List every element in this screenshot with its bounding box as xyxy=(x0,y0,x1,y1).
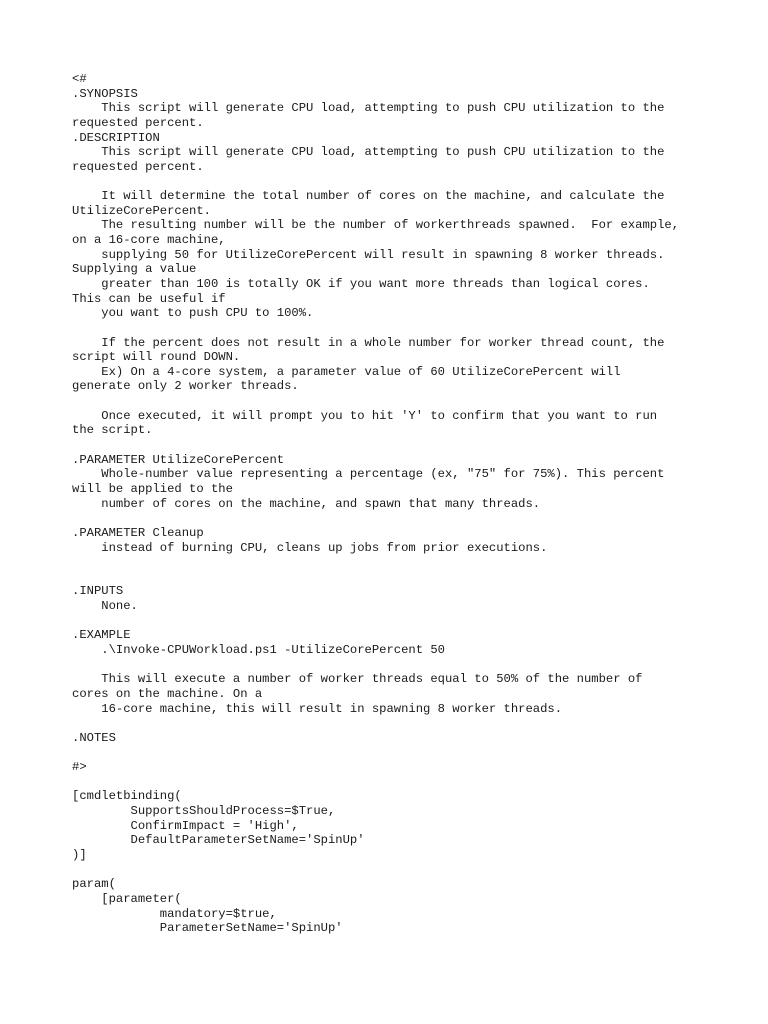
code-line: cores on the machine. On a xyxy=(72,686,263,701)
code-line: on a 16-core machine, xyxy=(72,233,226,248)
code-line xyxy=(72,658,712,673)
code-line xyxy=(72,555,712,570)
code-line: [parameter( xyxy=(72,891,182,906)
code-line: ParameterSetName='SpinUp' xyxy=(72,921,343,936)
script-source xyxy=(72,72,712,936)
code-line: None. xyxy=(72,599,138,614)
code-line xyxy=(72,511,712,526)
code-line: .INPUTS xyxy=(72,584,124,599)
code-line: .PARAMETER Cleanup xyxy=(72,525,204,540)
code-line: instead of burning CPU, cleans up jobs from prior executions. xyxy=(72,540,548,555)
code-line: Ex) On a 4-core system, a parameter value of 60 UtilizeCorePercent will xyxy=(72,364,621,379)
code-line: This can be useful if xyxy=(72,291,226,306)
code-line: ConfirmImpact = 'High', xyxy=(72,818,299,833)
code-line: Whole-number value representing a percentage (ex, "75" for 75%). This percent xyxy=(72,467,665,482)
code-line: you want to push CPU to 100%. xyxy=(72,306,314,321)
code-line: param( xyxy=(72,877,116,892)
code-line: The resulting number will be the number of workerthreads spawned. For example, xyxy=(72,218,680,233)
code-line: If the percent does not result in a whole number for worker thread count, the xyxy=(72,335,665,350)
code-line xyxy=(72,775,712,790)
code-line: .DESCRIPTION xyxy=(72,130,160,145)
code-line: the script. xyxy=(72,423,153,438)
code-line xyxy=(72,438,712,453)
code-line: supplying 50 for UtilizeCorePercent will result in spawning 8 worker threads. xyxy=(72,247,665,262)
code-line: requested percent. xyxy=(72,115,204,130)
code-line: 16-core machine, this will result in spawning 8 worker threads. xyxy=(72,701,563,716)
code-line: .NOTES xyxy=(72,730,116,745)
code-line: .EXAMPLE xyxy=(72,628,131,643)
code-line: UtilizeCorePercent. xyxy=(72,203,211,218)
code-line: [cmdletbinding( xyxy=(72,789,182,804)
code-line: Once executed, it will prompt you to hit 'Y' to confirm that you want to run xyxy=(72,408,658,423)
code-line xyxy=(72,174,712,189)
code-line: .SYNOPSIS xyxy=(72,86,138,101)
code-line xyxy=(72,614,712,629)
code-line: It will determine the total number of cores on the machine, and calculate the xyxy=(72,189,665,204)
code-line xyxy=(72,394,712,409)
code-line: This will execute a number of worker threads equal to 50% of the number of xyxy=(72,672,643,687)
code-line: requested percent. xyxy=(72,159,204,174)
code-line xyxy=(72,745,712,760)
code-line: SupportsShouldProcess=$True, xyxy=(72,804,336,819)
code-line: <# xyxy=(72,72,87,86)
code-line xyxy=(72,863,712,878)
code-line: )] xyxy=(72,847,87,862)
code-line: .PARAMETER UtilizeCorePercent xyxy=(72,452,285,467)
code-line: #> xyxy=(72,760,87,775)
code-line: This script will generate CPU load, attempting to push CPU utilization to the xyxy=(72,101,665,116)
code-line: mandatory=$true, xyxy=(72,906,277,921)
code-line: script will round DOWN. xyxy=(72,350,241,365)
code-line: generate only 2 worker threads. xyxy=(72,379,299,394)
code-line xyxy=(72,570,712,585)
code-line: number of cores on the machine, and spawn that many threads. xyxy=(72,496,541,511)
code-line: This script will generate CPU load, attempting to push CPU utilization to the xyxy=(72,145,665,160)
code-line xyxy=(72,716,712,731)
code-line: DefaultParameterSetName='SpinUp' xyxy=(72,833,365,848)
code-line: greater than 100 is totally OK if you want more threads than logical cores. xyxy=(72,276,650,291)
code-line: Supplying a value xyxy=(72,262,197,277)
code-line: will be applied to the xyxy=(72,481,233,496)
code-line xyxy=(72,321,712,336)
code-line: .\Invoke-CPUWorkload.ps1 -UtilizeCorePercent 50 xyxy=(72,642,445,657)
